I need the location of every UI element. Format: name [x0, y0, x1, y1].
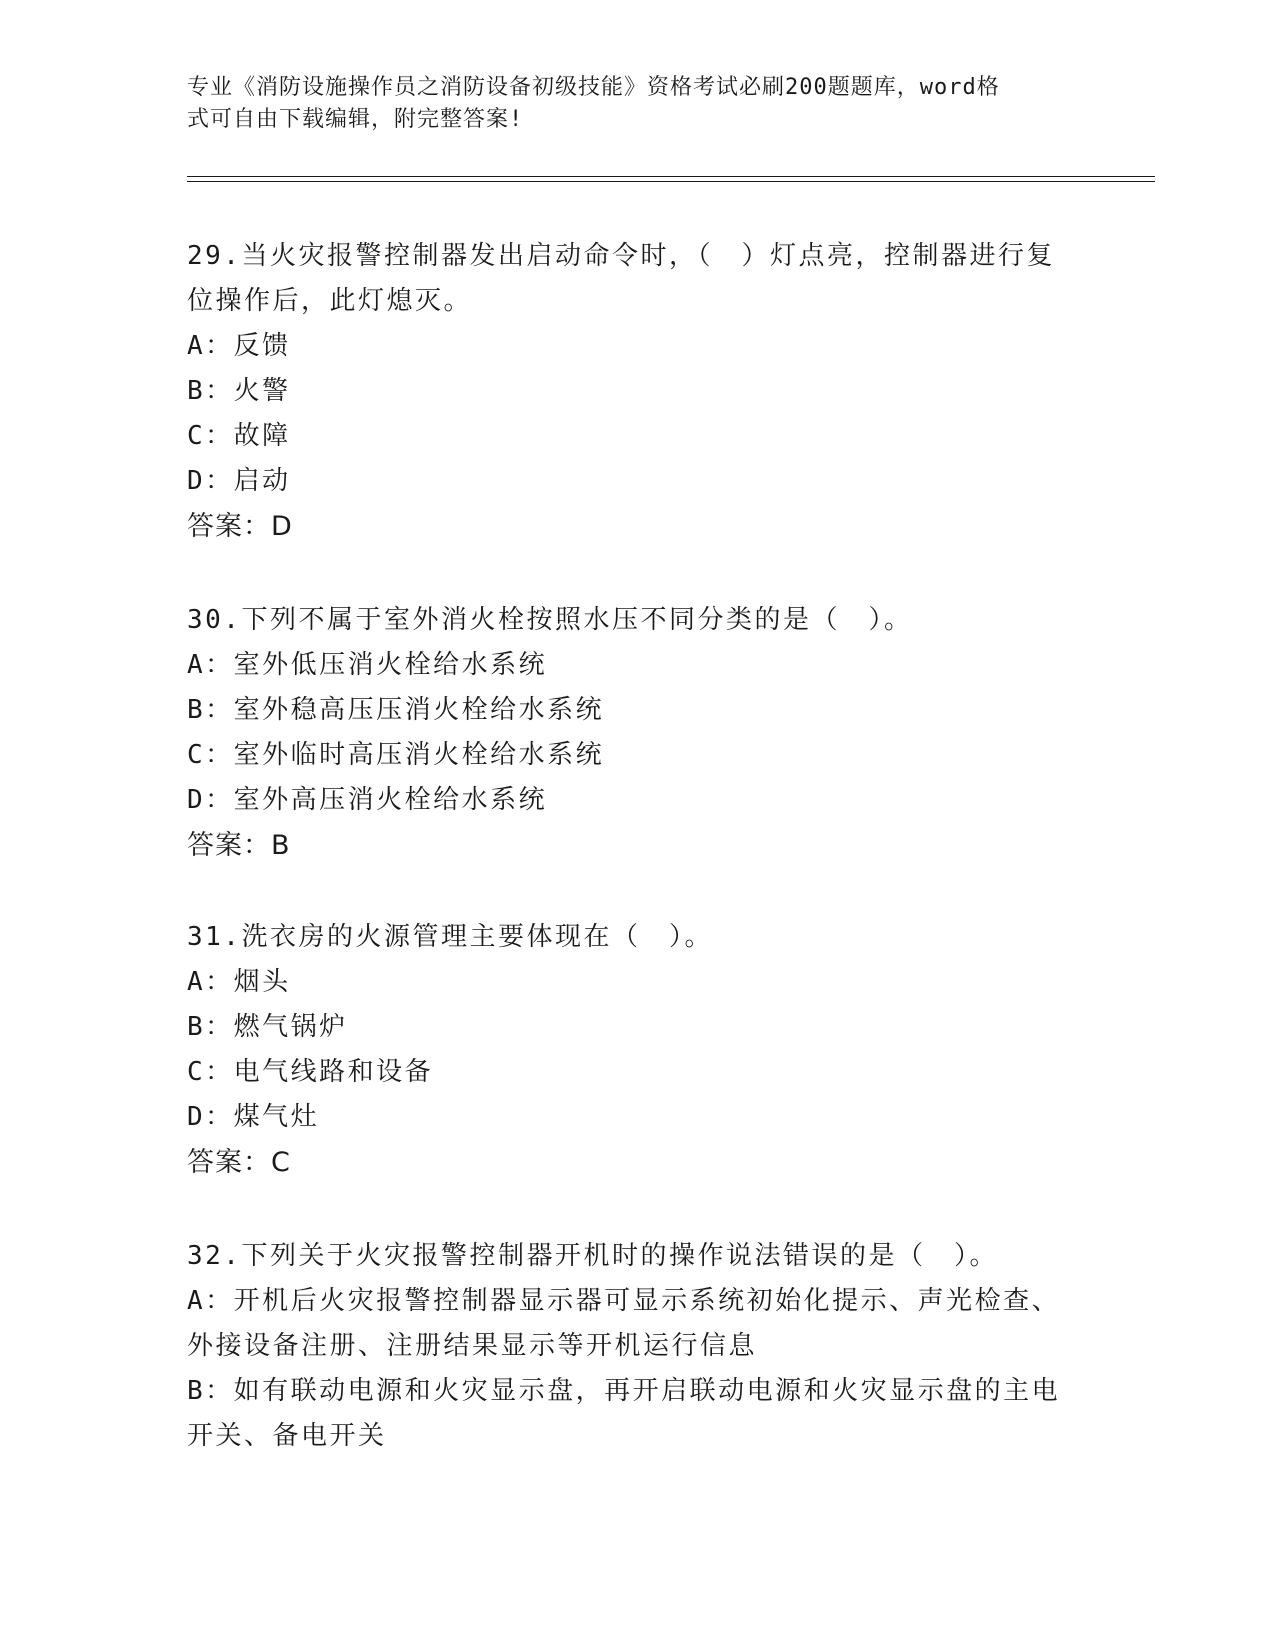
question-stem: 31.洗衣房的火源管理主要体现在（ ）。 — [187, 922, 713, 952]
option-b: B：如有联动电源和火灾显示盘，再开启联动电源和火灾显示盘的主电 — [187, 1376, 1061, 1406]
option-c: C：故障 — [187, 421, 291, 451]
question-stem-continued: 位操作后，此灯熄灭。 — [187, 286, 473, 316]
option-a: A：室外低压消火栓给水系统 — [187, 650, 548, 680]
question-stem: 30.下列不属于室外消火栓按照水压不同分类的是（ ）。 — [187, 605, 913, 635]
question-30 — [187, 598, 1087, 869]
option-d: D：室外高压消火栓给水系统 — [187, 785, 548, 815]
option-c: C：室外临时高压消火栓给水系统 — [187, 740, 605, 770]
option-a: A：烟头 — [187, 967, 291, 997]
option-b: B：室外稳高压压消火栓给水系统 — [187, 695, 605, 725]
question-32 — [187, 1234, 1087, 1459]
option-d: D：启动 — [187, 466, 291, 496]
option-a: A：开机后火灾报警控制器显示器可显示系统初始化提示、声光检查、 — [187, 1286, 1061, 1316]
question-29 — [187, 234, 1087, 550]
divider-line-bottom — [187, 181, 1155, 182]
option-b: B：火警 — [187, 376, 291, 406]
answer-line: 答案：B — [187, 830, 291, 861]
option-b: B：燃气锅炉 — [187, 1012, 348, 1042]
divider-line-top — [187, 176, 1155, 177]
header-line-2: 式可自由下载编辑，附完整答案! — [187, 107, 524, 132]
option-b-continued: 开关、备电开关 — [187, 1421, 387, 1451]
document-header — [187, 72, 1067, 136]
option-a: A：反馈 — [187, 331, 291, 361]
question-31 — [187, 915, 1087, 1186]
answer-line: 答案：C — [187, 1147, 291, 1178]
header-divider — [187, 176, 1155, 182]
option-d: D：煤气灶 — [187, 1102, 320, 1132]
question-stem: 29.当火灾报警控制器发出启动命令时，（ ）灯点亮，控制器进行复 — [187, 241, 1055, 271]
option-a-continued: 外接设备注册、注册结果显示等开机运行信息 — [187, 1331, 758, 1361]
header-line-1: 专业《消防设施操作员之消防设备初级技能》资格考试必刷200题题库，word格 — [187, 75, 1000, 100]
question-stem: 32.下列关于火灾报警控制器开机时的操作说法错误的是（ ）。 — [187, 1241, 998, 1271]
answer-line: 答案：D — [187, 511, 293, 542]
option-c: C：电气线路和设备 — [187, 1057, 434, 1087]
